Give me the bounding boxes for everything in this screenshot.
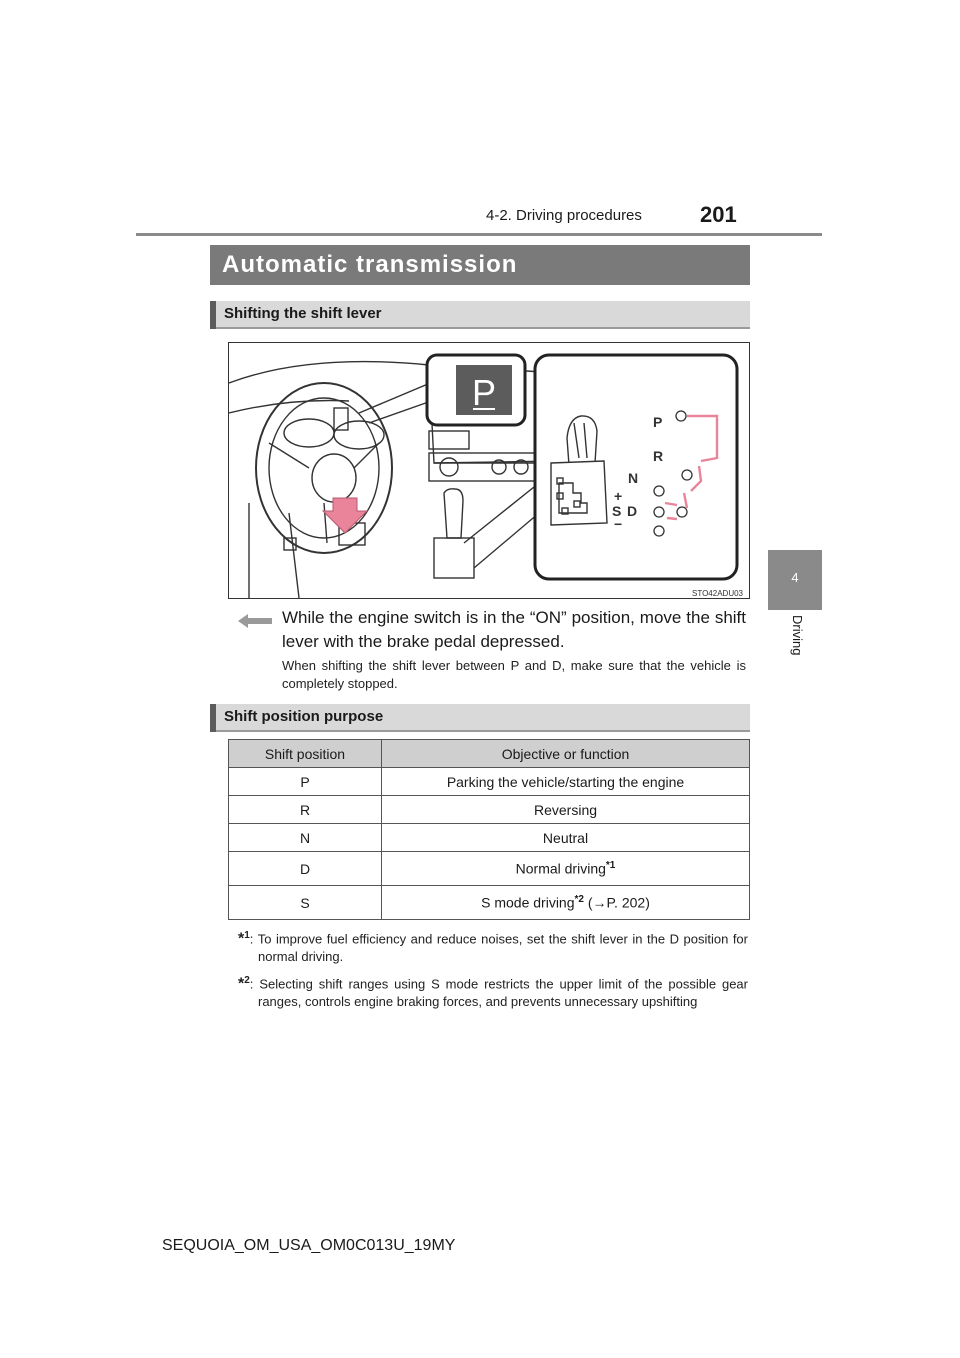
brake-arrow-icon — [323, 498, 367, 533]
note-text: When shifting the shift lever between P and D, make sure that the vehicle is completely stopped. — [282, 658, 746, 691]
table-header-function: Objective or function — [382, 740, 750, 768]
chapter-label — [768, 615, 822, 675]
table-cell-position: R — [229, 796, 382, 824]
page-reference: (→P. 202) — [583, 894, 650, 911]
subhead-purpose — [210, 704, 750, 732]
table-cell-function: Reversing — [382, 796, 750, 824]
gate-label-plus: + — [614, 488, 623, 504]
table-cell-function — [382, 852, 750, 886]
table-row — [229, 796, 750, 824]
gate-label-r: R — [653, 448, 664, 464]
footnote-2 — [214, 972, 748, 1011]
gate-label-p: P — [653, 414, 663, 430]
footnote-mark: * — [238, 975, 245, 993]
footnote-text: : To improve fuel efficiency and reduce noises, set the shift lever in the D position for normal driving. — [249, 931, 748, 965]
footnote-1 — [214, 927, 748, 966]
table-header-row — [229, 740, 750, 768]
subhead-shifting — [210, 301, 750, 329]
table-cell-function — [382, 886, 750, 920]
table-row — [229, 768, 750, 796]
document-footer: SEQUOIA_OM_USA_OM0C013U_19MY — [162, 1237, 456, 1254]
cockpit-drawing — [229, 343, 749, 598]
page-title-text: Automatic transmission — [222, 251, 518, 278]
footnote-ref: *1 — [605, 860, 616, 872]
gate-label-minus: − — [614, 516, 623, 532]
table-cell-function: Neutral — [382, 824, 750, 852]
p-display-letter: P — [471, 372, 497, 413]
table-row — [229, 852, 750, 886]
gate-label-d: D — [627, 503, 638, 519]
table-cell-position: P — [229, 768, 382, 796]
pointing-arrow-icon — [238, 612, 272, 630]
table-header-position: Shift position — [229, 740, 382, 768]
footnote-ref: *2 — [574, 894, 584, 906]
table-cell-function-text: Normal driving — [515, 860, 606, 877]
footnote-number: 1 — [244, 930, 250, 941]
shift-lever-illustration — [228, 342, 750, 599]
table-cell-position: N — [229, 824, 382, 852]
section-header: 4-2. Driving procedures — [486, 207, 642, 224]
page-title — [210, 245, 750, 285]
chapter-label-text: Driving — [790, 615, 805, 656]
shift-position-table — [228, 739, 750, 920]
page-number: 201 — [700, 202, 737, 227]
table-cell-position: S — [229, 886, 382, 920]
subhead-purpose-text: Shift position purpose — [224, 708, 384, 725]
table-row — [229, 886, 750, 920]
chapter-number: 4 — [791, 570, 799, 585]
gate-label-n: N — [628, 470, 639, 486]
instruction-text: While the engine switch is in the “ON” position, move the shift lever with the brake pedal depressed. — [282, 608, 746, 651]
gate-label-s: S — [612, 503, 622, 519]
table-cell-function-text: S mode driving — [481, 894, 575, 911]
table-cell-position: D — [229, 852, 382, 886]
table-row — [229, 824, 750, 852]
table-cell-function: Parking the vehicle/starting the engine — [382, 768, 750, 796]
illustration-code: STO42ADU03 — [692, 589, 743, 598]
footnote-number: 2 — [244, 975, 250, 986]
header-rule — [136, 233, 822, 236]
footnote-mark: * — [238, 930, 245, 948]
footnote-text: : Selecting shift ranges using S mode restricts the upper limit of the possible gear ranges, controls engine braking forces, and prevents unnecessary upshifting — [249, 976, 748, 1010]
subhead-shifting-text: Shifting the shift lever — [224, 305, 382, 322]
